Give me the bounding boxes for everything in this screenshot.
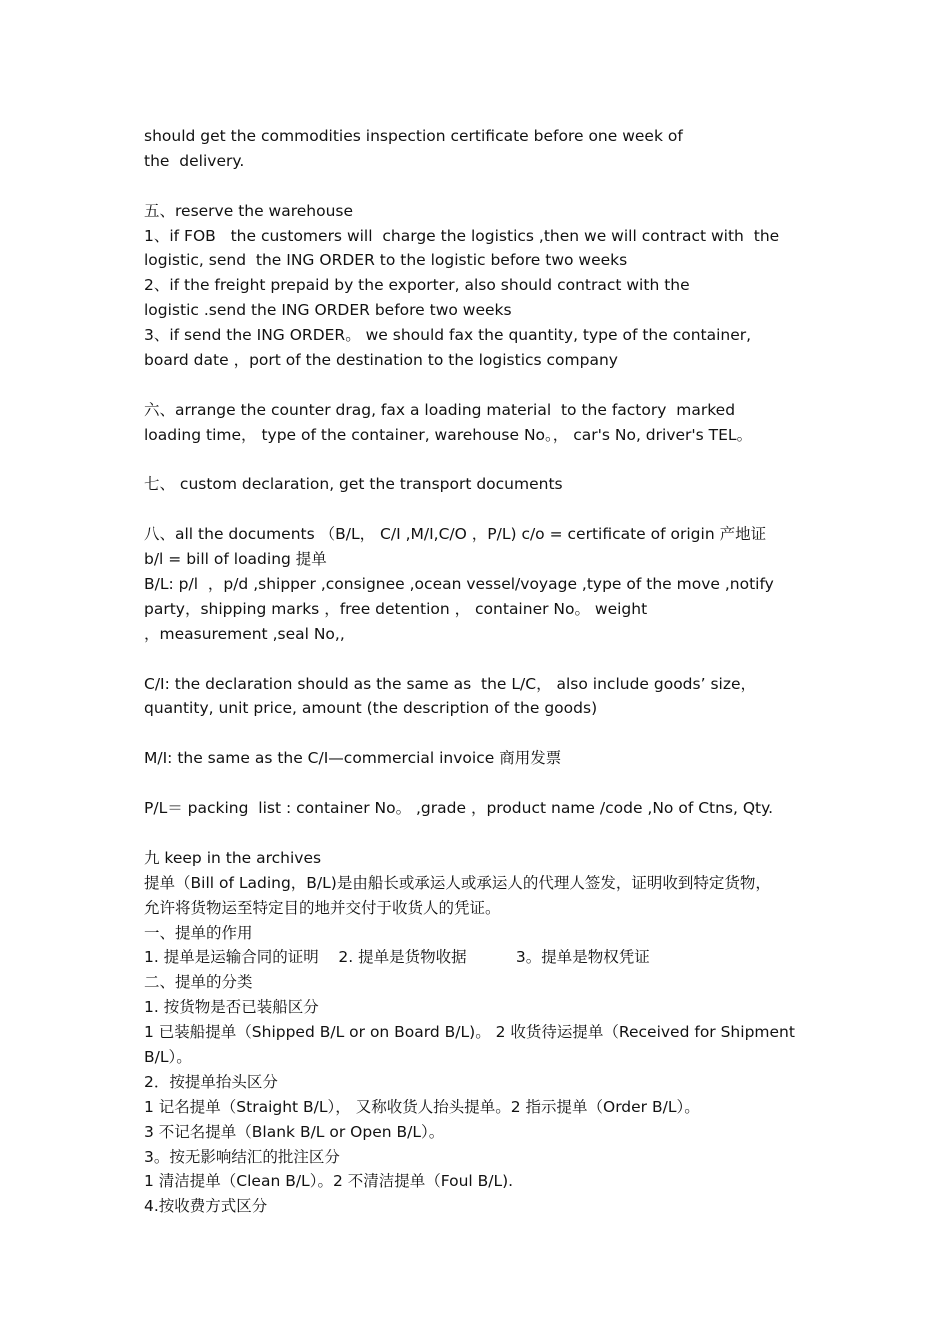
text-line: 3。按无影响结汇的批注区分 [144, 1147, 340, 1166]
text-line: 2．按提单抬头区分 [144, 1072, 278, 1091]
text-line: board date ，port of the destination to the logistics company [144, 351, 618, 370]
text-line: C/I: the declaration should as the same as the L/C， also include goods’ size， [144, 674, 757, 693]
text-line: ，measurement ,seal No,, [144, 624, 345, 643]
text-line: party，shipping marks ，free detention ， container No。 weight [144, 599, 648, 618]
text-line: 1. 提单是运输合同的证明 2. 提单是货物收据 3。提单是物权凭证 [144, 948, 650, 967]
section-heading: 八、all the documents （B/L， C/I ,M/I,C/O ，P/L) c/o = certificate of origin 产地证 [144, 525, 767, 544]
blank-line [144, 448, 824, 473]
blank-line [144, 771, 824, 796]
section-heading: 二、提单的分类 [144, 973, 253, 992]
blank-line [144, 647, 824, 672]
document-body [144, 124, 824, 1219]
text-line: 1、if FOB the customers will charge the logistics ,then we will contract with the [144, 226, 780, 245]
blank-line [144, 373, 824, 398]
text-line: 2、if the freight prepaid by the exporter, also should contract with the [144, 276, 690, 295]
section-heading: 一、提单的作用 [144, 923, 253, 942]
text-line: B/L）。 [144, 1047, 192, 1066]
blank-line [144, 821, 824, 846]
text-line: 1 记名提单（Straight B/L）， 又称收货人抬头提单。2 指示提单（Order B/L）。 [144, 1097, 700, 1116]
section-heading: 九 keep in the archives [144, 848, 322, 867]
text-line: M/I: the same as the C/I—commercial invoice 商用发票 [144, 749, 562, 768]
text-line: B/L: p/l ，p/d ,shipper ,consignee ,ocean vessel/voyage ,type of the move ,notify [144, 575, 774, 594]
text-line: 1. 按货物是否已装船区分 [144, 998, 319, 1017]
text-line: 允许将货物运至特定目的地并交付于收货人的凭证。 [144, 898, 501, 917]
section-heading: 五、reserve the warehouse [144, 201, 354, 220]
section-heading: 六、arrange the counter drag, fax a loading material to the factory marked [144, 400, 736, 419]
text-line: 1 清洁提单（Clean B/L）。2 不清洁提单（Foul B/L). [144, 1172, 514, 1191]
text-line: b/l = bill of loading 提单 [144, 550, 327, 569]
text-line: 3 不记名提单（Blank B/L or Open B/L）。 [144, 1122, 445, 1141]
blank-line [144, 497, 824, 522]
text-line: 4.按收费方式区分 [144, 1197, 268, 1216]
text-line: 1 已装船提单（Shipped B/L or on Board B/L)。 2 收货待运提单（Received for Shipment [144, 1023, 795, 1042]
text-line: should get the commodities inspection certificate before one week of [144, 127, 683, 145]
text-line: loading time， type of the container, warehouse No。， car's No, driver's TEL。 [144, 425, 753, 444]
blank-line [144, 721, 824, 746]
text-line: 提单（Bill of Lading，B/L)是由船长或承运人或承运人的代理人签发，证明收到特定货物， [144, 873, 771, 892]
text-line: logistic .send the ING ORDER before two weeks [144, 301, 512, 320]
section-heading: 七、 custom declaration, get the transport documents [144, 475, 563, 494]
text-line: logistic, send the ING ORDER to the logistic before two weeks [144, 251, 628, 270]
text-line: 3、if send the ING ORDER。 we should fax the quantity, type of the container, [144, 326, 752, 345]
text-line: P/L＝ packing list : container No。 ,grade ，product name /code ,No of Ctns, Qty. [144, 799, 774, 818]
text-line: quantity, unit price, amount (the description of the goods) [144, 699, 598, 718]
text-line: the delivery. [144, 151, 245, 170]
blank-line [144, 174, 824, 199]
